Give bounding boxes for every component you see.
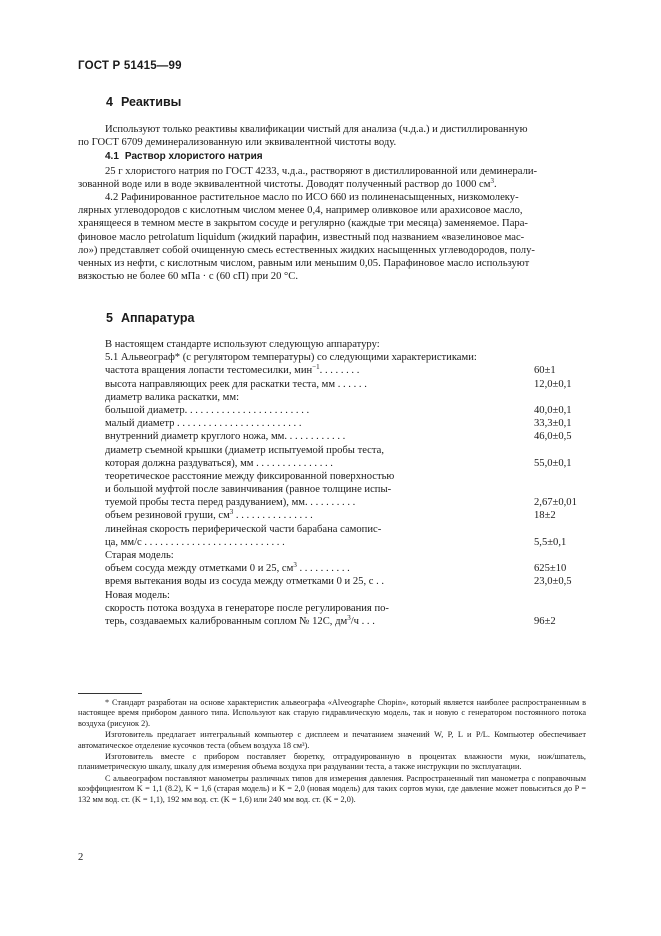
section-title: Аппаратура [120, 311, 195, 325]
spec-row: объем сосуда между отметками 0 и 25, $см^3$ . . . . . . . . . . 625±10 [105, 561, 567, 575]
spec-row: Старая модель: [105, 550, 174, 562]
paragraph: 25 г хлористого натрия по ГОСТ 4233, ч.д.а., растворяют в дистиллированной или деминерали- [105, 165, 538, 177]
paragraph: зованной воде или в воде эквивалентной чистоты. Доводят полученный раствор до 1000 $см^3$. [78, 176, 497, 190]
spec-row: высота направляющих реек для раскатки теста, мм . . . . . . 12,0±0,1 [105, 378, 572, 390]
spec-row: терь, создаваемых калиброванным соплом № 12С, $дм^3/ч$ . . . 96±2 [105, 613, 556, 627]
spec-value: 60±1 [534, 365, 556, 377]
spec-value: 96±2 [534, 615, 556, 627]
spec-row: и большой муфтой после завинчивания (равное толщине испы- [105, 484, 392, 496]
spec-row: малый диаметр . . . . . . . . . . . . . . . . . . . . . . . . 33,3±0,1 [105, 418, 572, 430]
paragraph: лярных углеводородов с кислотным числом менее 0,4, например оливковое или арахисовое масло, [78, 205, 523, 217]
spec-row: линейная скорость периферической части барабана самопис- [105, 523, 382, 535]
spec-row: частота вращения лопасти тестомесилки, мин$^{-1}$. . . . . . . . 60±1 [105, 363, 556, 377]
paragraph: В настоящем стандарте используют следующую аппаратуру: [105, 339, 380, 350]
spec-row: внутренний диаметр круглого ножа, мм. . . . . . . . . . . . 46,0±0,5 [105, 431, 572, 443]
spec-value: 5,5±0,1 [534, 536, 567, 548]
footnote: * Стандарт разработан на основе характеристик альвеографа «Alveographe Chopin», который является наиболее распространенным в настоящее время прибором данного типа. Используют как старую гидравлическую модель, так и новую с генератором постоянного потока воздуха (рисунок 2). [78, 698, 586, 728]
paragraph: 5.1 Альвеограф* (с регулятором температуры) со следующими характеристиками: [105, 352, 477, 364]
spec-value: 2,67±0,01 [534, 497, 577, 509]
spec-row: туемой пробы теста перед раздуванием), мм. . . . . . . . . . 2,67±0,01 [105, 497, 577, 509]
spec-row: Новая модель: [105, 589, 170, 601]
spec-value: 12,0±0,1 [534, 378, 572, 390]
section-title: Реактивы [120, 95, 182, 109]
spec-value: 18±2 [534, 510, 556, 522]
paragraph: по ГОСТ 6709 деминерализованную или эквивалентной чистоты воду. [78, 137, 397, 149]
footnote: Изготовитель вместе с прибором поставляет бюретку, отградуированную в процентах влажности муки, нож/шпатель, планиметрическую шкалу, шкалу для измерения объема воздуха при раздувании теста, а также инструкции по эксплуатации. [78, 752, 586, 772]
spec-value: 55,0±0,1 [534, 457, 572, 469]
spec-row: время вытекания воды из сосуда между отметками 0 и 25, с . . 23,0±0,5 [105, 576, 572, 588]
page-number: 2 [78, 852, 84, 863]
spec-value: 625±10 [534, 563, 567, 575]
subsection-4-1-heading: 4.1 Раствор хлористого натрия [105, 151, 263, 163]
spec-value: 40,0±0,1 [534, 404, 572, 416]
paragraph: хранящееся в темном месте в закрытом сосуде и регулярно (каждые три месяца) заменяемое. Пара- [78, 218, 528, 230]
section-5-heading [106, 311, 194, 325]
section-number: 4 [106, 95, 113, 109]
footnote-divider [78, 693, 142, 694]
spec-row: ца, мм/с . . . . . . . . . . . . . . . . . . . . . . . . . . . 5,5±0,1 [105, 536, 567, 548]
spec-row: скорость потока воздуха в генераторе после регулирования по- [105, 602, 389, 614]
paragraph: финовое масло petrolatum liquidum (жидкий парафин, известный под названием «вазелиновое мас- [78, 231, 525, 243]
section-number: 5 [106, 311, 113, 325]
spec-value: 33,3±0,1 [534, 418, 572, 430]
section-5-body [78, 338, 586, 628]
paragraph: 4.2 Рафинированное растительное масло по ИСО 660 из полиненасыщенных, низкомолеку- [105, 192, 519, 204]
paragraph: ченных из нефти, с кислотным числом, равным или меньшим 0,05. Парафиновое масло используют [78, 258, 530, 270]
section-4-body [78, 123, 586, 283]
spec-value: 46,0±0,5 [534, 431, 572, 443]
spec-row: большой диаметр. . . . . . . . . . . . . . . . . . . . . . . . 40,0±0,1 [105, 404, 572, 416]
spec-row: диаметр валика раскатки, мм: [105, 391, 240, 403]
footnote: С альвеографом поставляют манометры различных типов для измерения давления. Распространенный тип манометра с поправочным коэффициентом K = 1,1 (8.2), K = 1,6 (старая модель) и K = 2,0 (новая модель) для таких сортов муки, где давление может повыситься до P = 132 мм вод. ст. (K = 1,1), 192 мм вод. ст. (K = 1,6) или 240 мм вод. ст. (K = 2,0). [78, 773, 586, 804]
spec-row: диаметр съемной крышки (диаметр испытуемой пробы теста, [105, 444, 384, 456]
footnotes [78, 698, 586, 806]
paragraph: ло») представляет собой очищенную смесь естественных жидких насыщенных углеводородов, полу- [78, 244, 535, 256]
spec-row: которая должна раздуваться), мм . . . . . . . . . . . . . . . 55,0±0,1 [105, 457, 572, 469]
spec-row: теоретическое расстояние между фиксированной поверхностью [105, 470, 395, 482]
spec-value: 23,0±0,5 [534, 576, 572, 588]
standard-code-header: ГОСТ Р 51415—99 [78, 60, 182, 72]
paragraph: Используют только реактивы квалификации чистый для анализа (ч.д.а.) и дистиллированную [105, 124, 528, 135]
spec-row: объем резиновой груши, $см^3$ . . . . . . . . . . . . . . . 18±2 [105, 508, 556, 522]
section-4-heading [106, 95, 181, 109]
paragraph: вязкостью не более 60 мПа · с (60 сП) при 20 °С. [78, 271, 298, 283]
footnote: Изготовитель предлагает интегральный компьютер с дисплеем и печатанием значений W, P, L и P/L. Компьютер обеспечивает автоматическое отделение кусочков теста (объем воздуха 18 см³). [78, 730, 586, 750]
